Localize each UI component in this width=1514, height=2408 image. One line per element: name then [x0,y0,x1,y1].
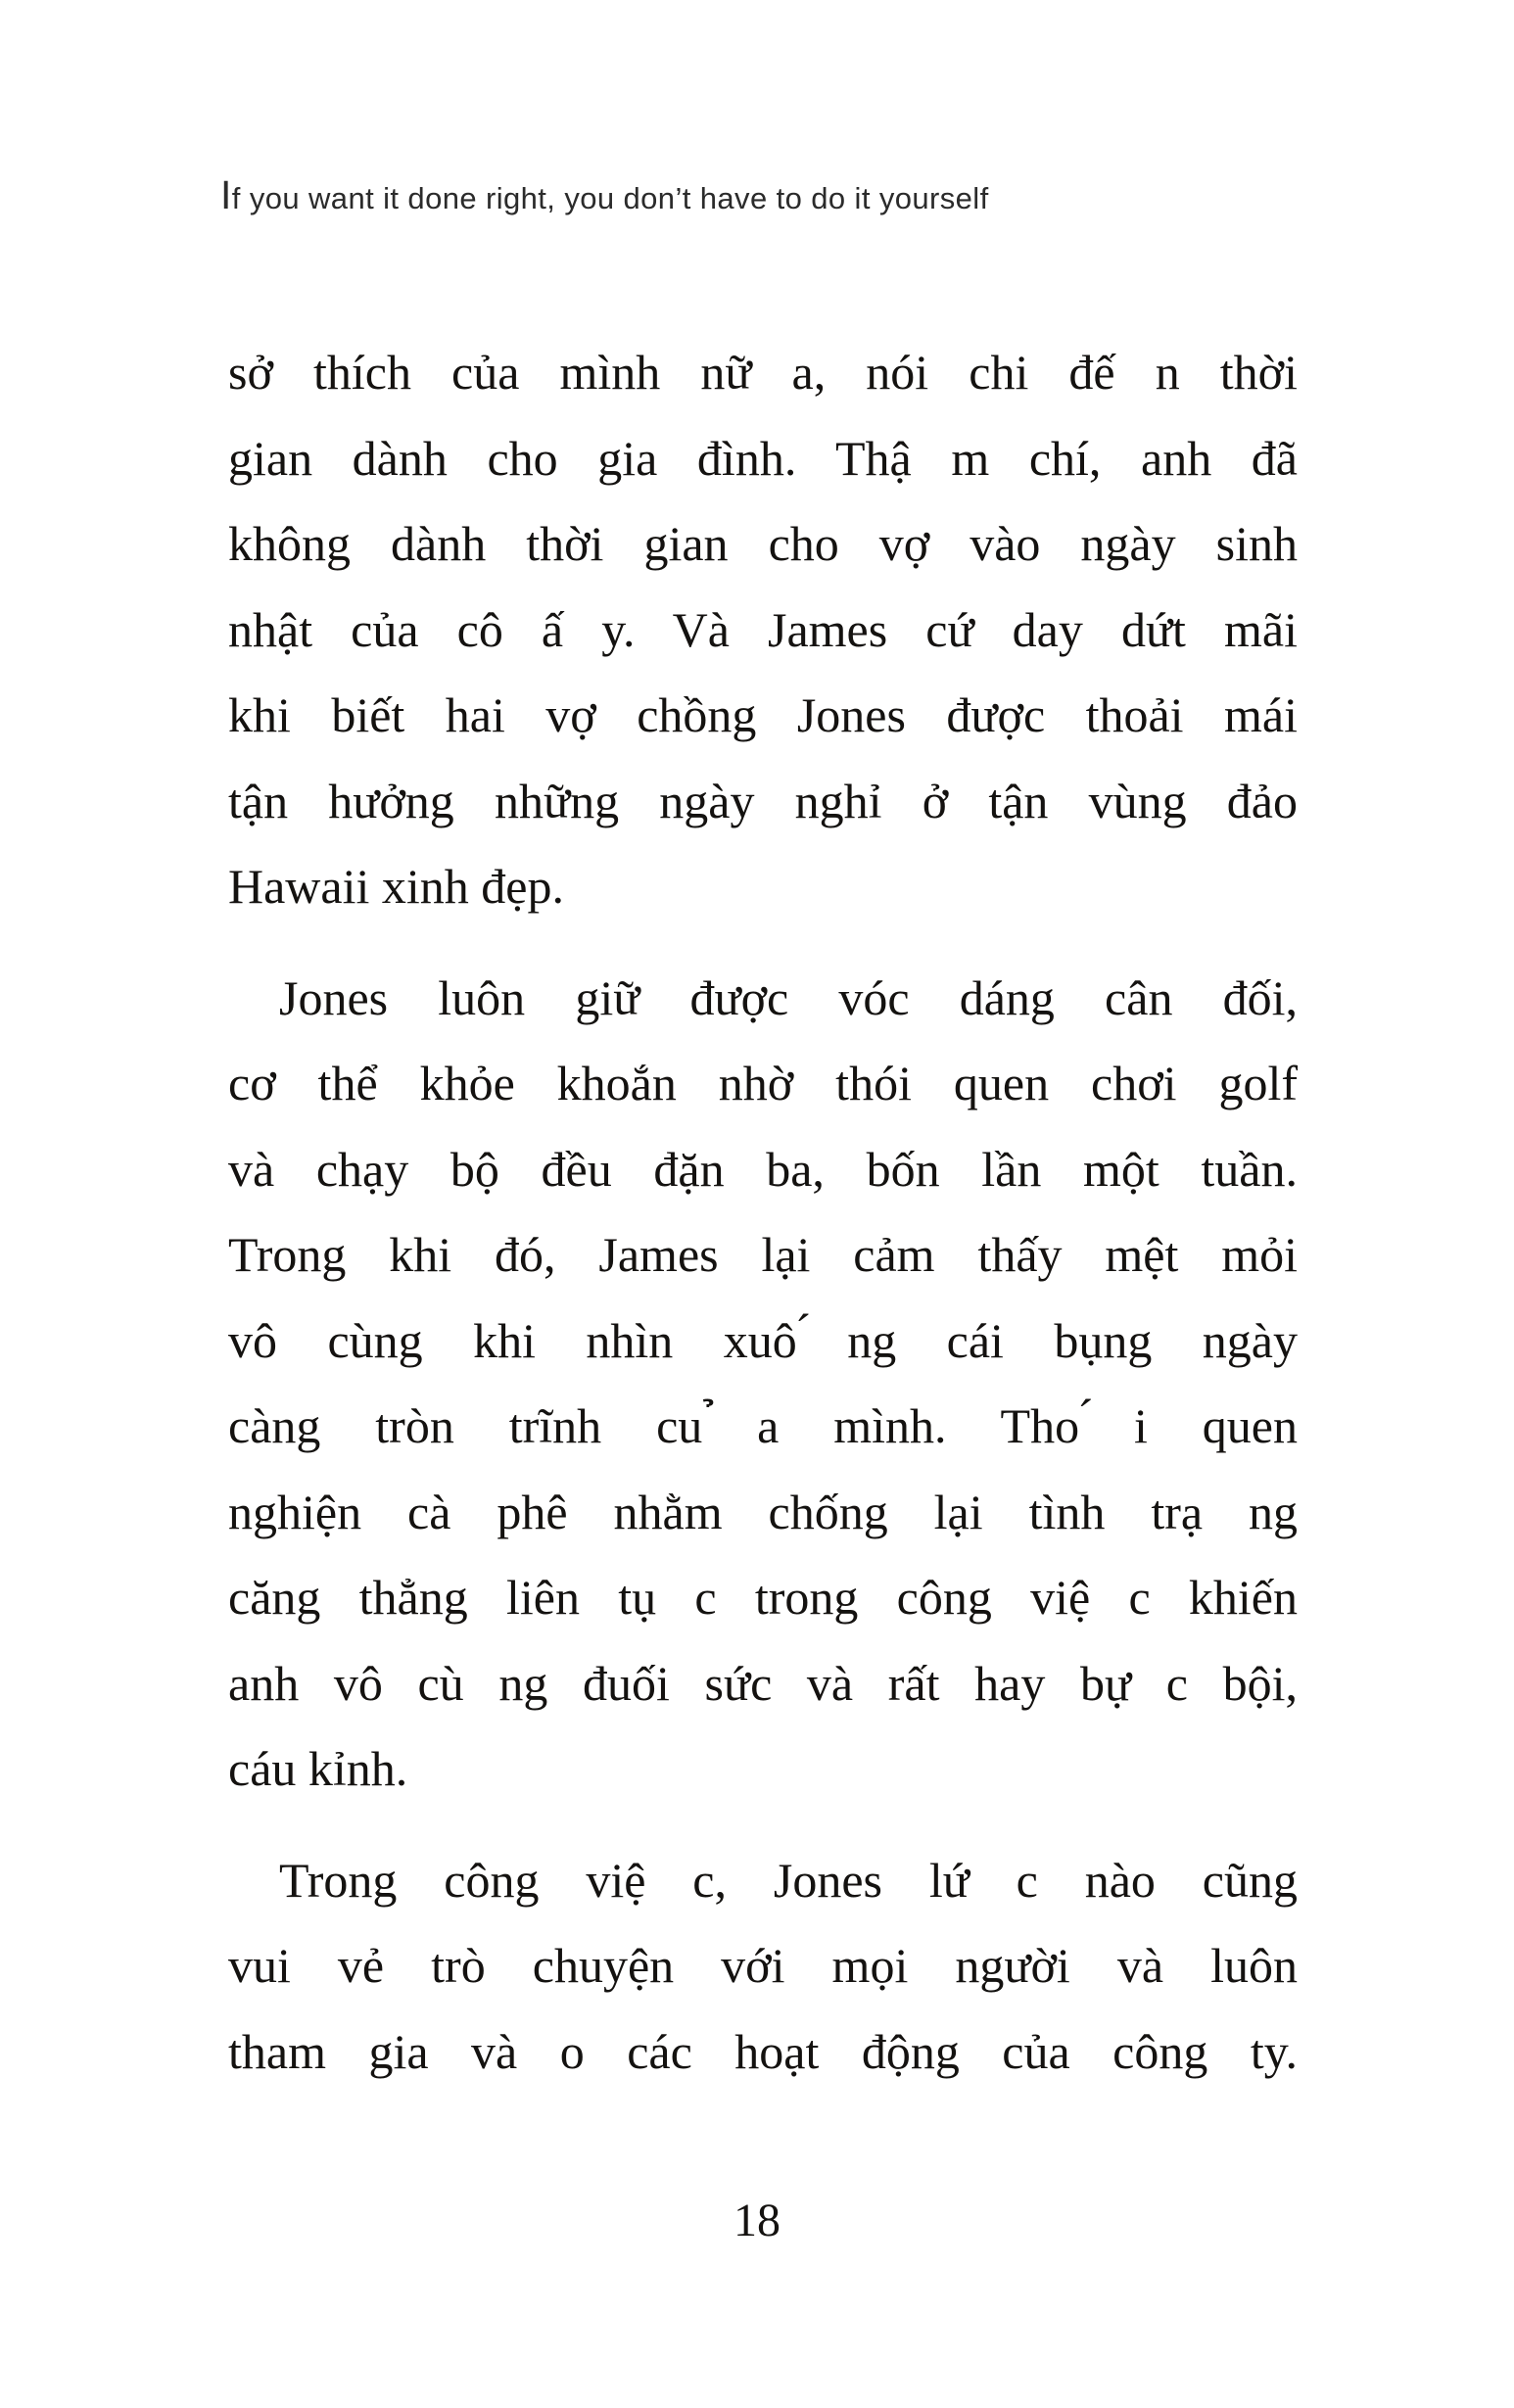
paragraph [228,956,1298,1813]
page-number: 18 [733,2195,781,2246]
body-line: sở thích của mình nữ a, nói chi đế n thời [228,345,1298,400]
body-line: tận hưởng những ngày nghỉ ở tận vùng đảo [228,773,1298,828]
body-line: càng tròn trĩnh cu ̉a mình. Tho ́i quen [228,1398,1298,1453]
body-line: tham gia và o các hoạt động của công ty. [228,2023,1298,2079]
paragraph [228,1838,1298,2096]
body-line: Trong công việ c, Jones lứ c nào cũng [279,1852,1298,1908]
body-line: vui vẻ trò chuyện với mọi người và luôn [228,1938,1298,1993]
running-header: If you want it done right, you don’t have to do it yourself [220,172,989,217]
body-line: không dành thời gian cho vợ vào ngày sinh [228,516,1298,571]
body-line: và chạy bộ đều đặn ba, bốn lần một tuần. [228,1141,1298,1197]
body-line: khi biết hai vợ chồng Jones được thoải mái [228,687,1298,742]
paragraph [228,330,1298,930]
body-text [228,330,1298,2095]
body-line: nhật của cô ấ y. Và James cứ day dứt mãi [228,601,1298,657]
body-line: vô cùng khi nhìn xuô ́ng cái bụng ngày [228,1312,1298,1368]
body-line: anh vô cù ng đuối sức và rất hay bự c bội, [228,1655,1298,1711]
body-line: Hawaii xinh đẹp. [228,859,564,914]
body-line: căng thẳng liên tụ c trong công việ c khiến [228,1570,1298,1625]
body-line: Trong khi đó, James lại cảm thấy mệt mỏi [228,1227,1298,1282]
body-line: cơ thể khỏe khoắn nhờ thói quen chơi golf [228,1056,1298,1110]
body-line: gian dành cho gia đình. Thậ m chí, anh đã [228,430,1298,486]
body-line: Jones luôn giữ được vóc dáng cân đối, [279,969,1298,1025]
body-line: nghiện cà phê nhằm chống lại tình trạ ng [228,1484,1298,1539]
body-line: cáu kỉnh. [228,1741,408,1796]
